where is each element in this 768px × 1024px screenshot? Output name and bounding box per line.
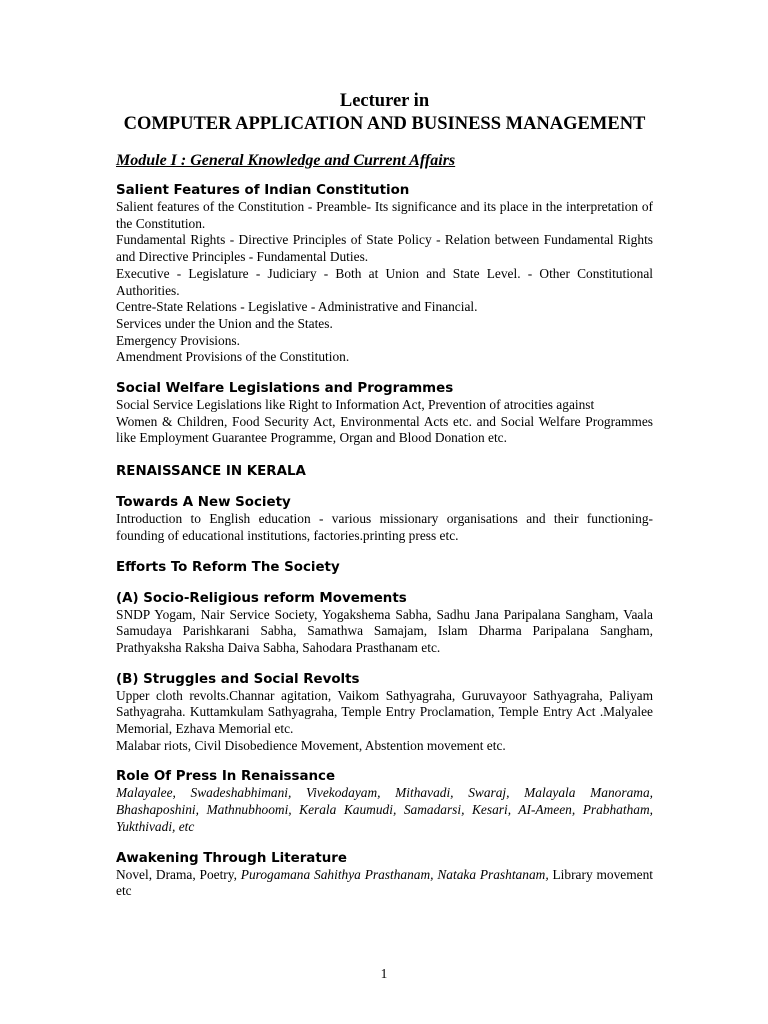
section-text: Malayalee, Swadeshabhimani, Vivekodayam, Mithavadi, Swaraj, Malayala Manorama, Bhashaposhini, Mathnubhoomi, Kerala Kaumudi, Samadarsi, Kesari, AI-Ameen, Prabhatham, Yukthivadi, etc	[116, 785, 653, 834]
page-number: 1	[380, 966, 388, 981]
section-heading-renaissance: RENAISSANCE IN KERALA	[116, 464, 306, 480]
literature-text-tail: Library movement etc	[116, 866, 653, 899]
module-title: Module I : General Knowledge and Current Affairs	[116, 152, 456, 169]
section-text: Fundamental Rights - Directive Principles of State Policy - Relation between Fundamental Rights and Directive Principles - Fundamental Duties.	[116, 232, 653, 265]
section-heading-constitution: Salient Features of Indian Constitution	[116, 183, 410, 198]
title-line-2: COMPUTER APPLICATION AND BUSINESS MANAGEMENT	[123, 113, 646, 134]
section-heading-new-society: Towards A New Society	[116, 495, 291, 511]
section-text-literature	[116, 867, 653, 900]
section-text: Emergency Provisions.	[116, 332, 240, 348]
section-heading-struggles: (B) Struggles and Social Revolts	[116, 671, 360, 687]
section-text: Women & Children, Food Security Act, Environmental Acts etc. and Social Welfare Programmes like Employment Guarantee Programme, Organ and Blood Donation etc.	[116, 413, 653, 446]
literature-text-plain: Novel, Drama, Poetry,	[116, 866, 241, 882]
section-text: Executive - Legislature - Judiciary - Both at Union and State Level. - Other Constitutional Authorities.	[116, 265, 653, 298]
section-text: Amendment Provisions of the Constitution.	[116, 349, 350, 365]
section-text: Services under the Union and the States.	[116, 315, 333, 331]
section-text: Upper cloth revolts.Channar agitation, Vaikom Sathyagraha, Guruvayoor Sathyagraha, Paliyam Sathyagraha. Kuttamkulam Sathyagraha, Temple Entry Proclamation, Temple Entry Act .Malyalee Memorial, Ezhava Memorial etc.	[116, 687, 653, 737]
section-text: Malabar riots, Civil Disobedience Movement, Abstention movement etc.	[116, 737, 506, 753]
section-text: Centre-State Relations - Legislative - Administrative and Financial.	[116, 299, 478, 315]
page-content	[116, 90, 653, 900]
section-heading-reform: Efforts To Reform The Society	[116, 559, 340, 575]
literature-text-italic: Purogamana Sahithya Prasthanam, Nataka Prashtanam,	[240, 866, 549, 882]
document-title	[116, 90, 653, 135]
section-heading-literature: Awakening Through Literature	[116, 850, 347, 866]
section-text: SNDP Yogam, Nair Service Society, Yogakshema Sabha, Sadhu Jana Paripalana Sangham, Vaala Samudaya Parishkarani Sabha, Samathwa Samajam, Islam Dharma Paripalana Sangham, Prathyaksha Raksha Daiva Sabha, Sahodara Prasthanam etc.	[116, 606, 653, 655]
section-heading-welfare: Social Welfare Legislations and Programmes	[116, 381, 454, 397]
section-text: Salient features of the Constitution - Preamble- Its significance and its place in the interpretation of the Constitution.	[116, 199, 653, 231]
section-text: Social Service Legislations like Right to Information Act, Prevention of atrocities against	[116, 397, 595, 413]
section-heading-socio-religious: (A) Socio-Religious reform Movements	[116, 590, 407, 606]
section-heading-press: Role Of Press In Renaissance	[116, 769, 336, 785]
section-text: Introduction to English education - various missionary organisations and their functioning- founding of educational institutions, factories.printing press etc.	[116, 511, 653, 543]
title-line-1: Lecturer in	[339, 91, 430, 111]
